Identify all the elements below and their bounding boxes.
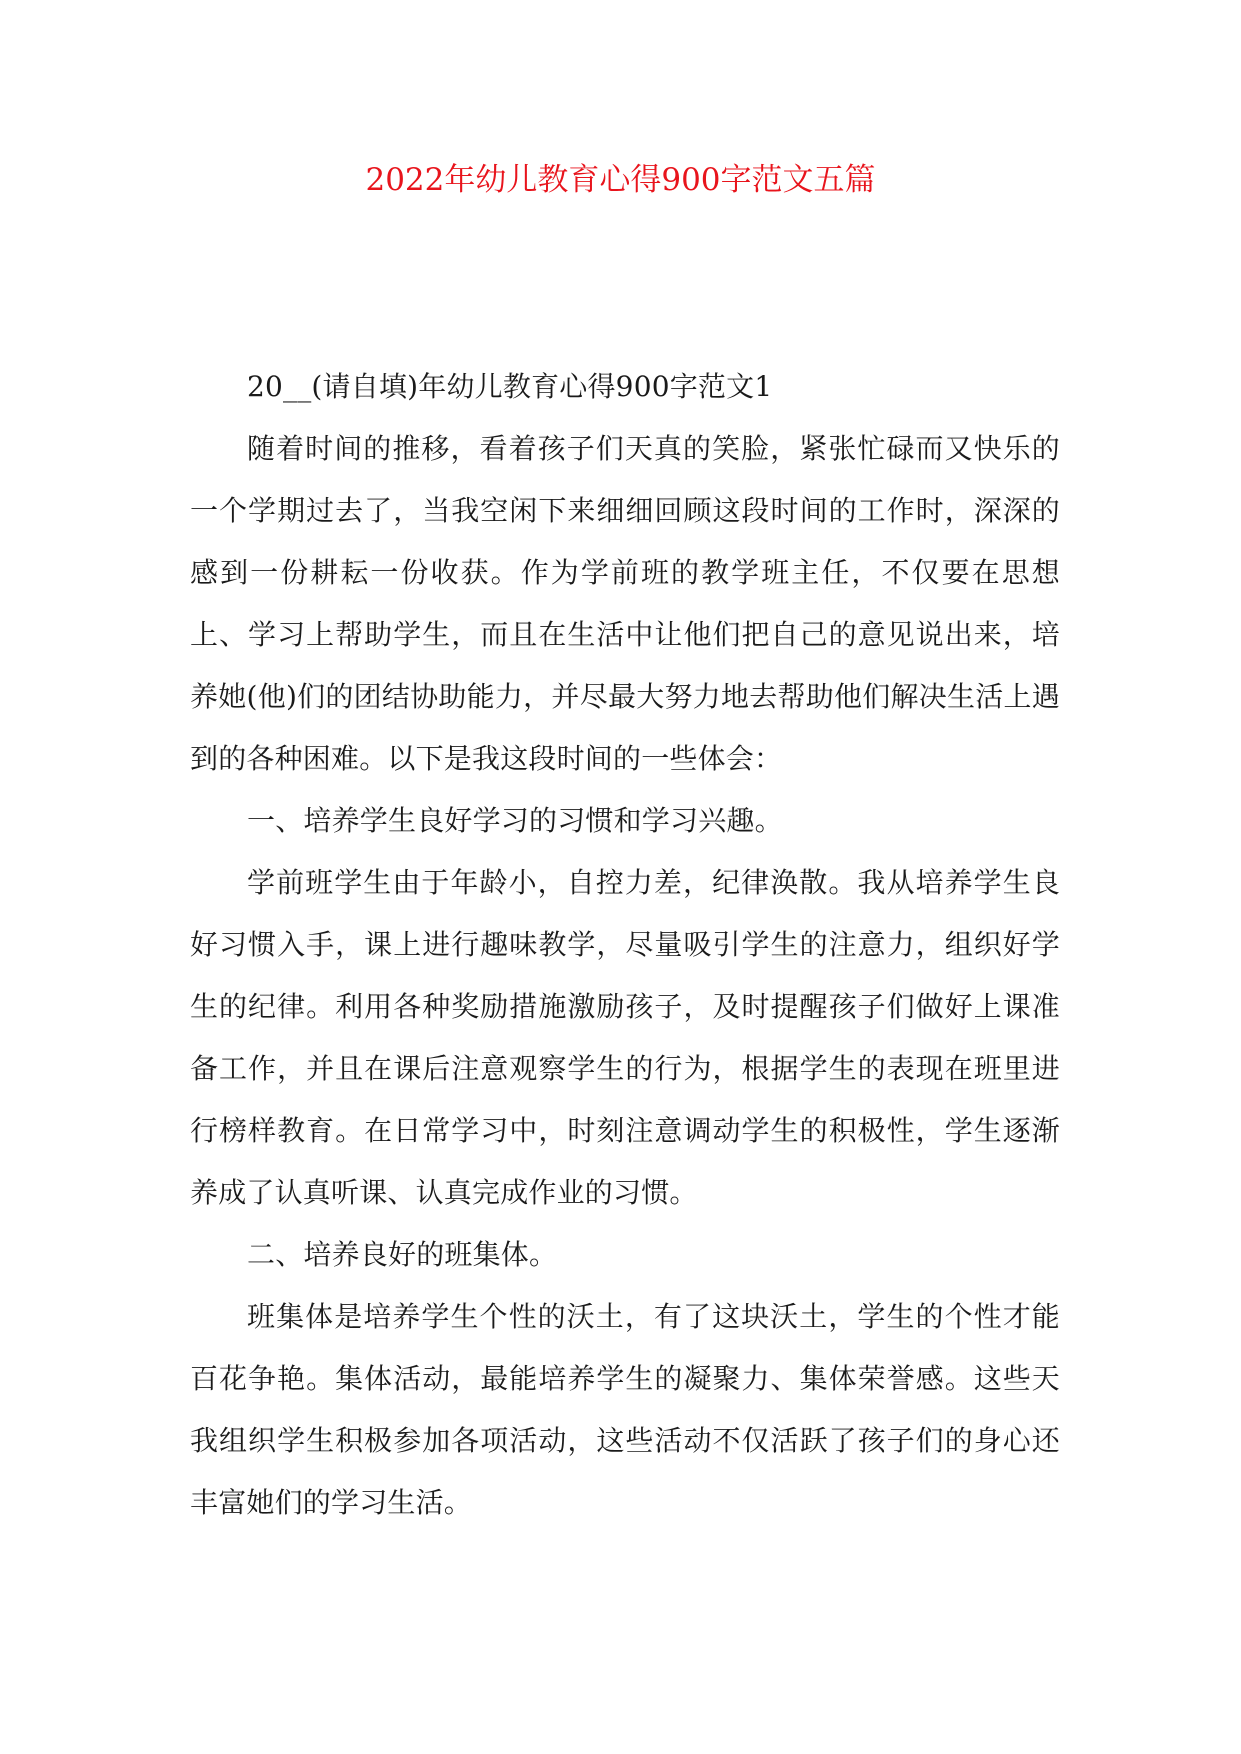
body-paragraph: 班集体是培养学生个性的沃土，有了这块沃土，学生的个性才能百花争艳。集体活动，最能培养学生的凝聚力、集体荣誉感。这些天我组织学生积极参加各项活动，这些活动不仅活跃了孩子们的身心还丰富她们的学习生活。 [190, 1300, 1060, 1519]
subheading-2: 二、培养良好的班集体。 [247, 1238, 558, 1271]
document-title: 2022年幼儿教育心得900字范文五篇 [365, 162, 876, 198]
section-heading-1: 20__(请自填)年幼儿教育心得900字范文1 [247, 370, 773, 403]
document-body [190, 356, 1060, 1534]
body-paragraph: 学前班学生由于年龄小，自控力差，纪律涣散。我从培养学生良好习惯入手，课上进行趣味教学，尽量吸引学生的注意力，组织好学生的纪律。利用各种奖励措施激励孩子，及时提醒孩子们做好上课准备工作，并且在课后注意观察学生的行为，根据学生的表现在班里进行榜样教育。在日常学习中，时刻注意调动学生的积极性，学生逐渐养成了认真听课、认真完成作业的习惯。 [190, 866, 1060, 1209]
body-paragraph: 随着时间的推移，看着孩子们天真的笑脸，紧张忙碌而又快乐的一个学期过去了，当我空闲下来细细回顾这段时间的工作时，深深的感到一份耕耘一份收获。作为学前班的教学班主任，不仅要在思想上、学习上帮助学生，而且在生活中让他们把自己的意见说出来，培养她(他)们的团结协助能力，并尽最大努力地去帮助他们解决生活上遇到的各种困难。以下是我这段时间的一些体会： [190, 432, 1060, 775]
subheading-1: 一、培养学生良好学习的习惯和学习兴趣。 [247, 804, 783, 837]
